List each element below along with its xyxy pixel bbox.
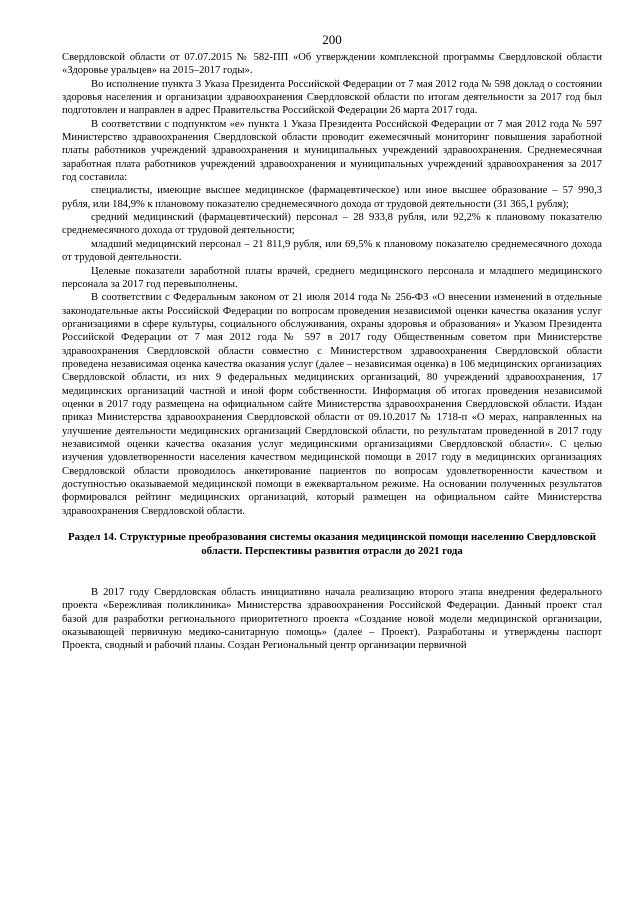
paragraph-lean-clinic: В 2017 году Свердловская область инициативно начала реализацию второго этапа внедрения федерального проекта «Бережливая поликлиника» Министерства здравоохранения Российской Федерации. Данный проект стал базой для разработки регионального приоритетного проекта «Создание новой модели медицинской организации, оказывающей первичную медико-санитарную помощь» (далее – Проект). Разработаны и утверждены паспорт Проекта, сводный и рабочий планы. Создан Региональный центр организации первичной: [62, 587, 602, 652]
paragraph-specialists-salary: специалисты, имеющие высшее медицинское (фармацевтическое) или иное высшее образование – 57 990,3 рубля, или 184,9% к плановому показателю среднемесячного дохода от трудовой деятельности (31 365,1 рубля);: [62, 185, 602, 210]
paragraph-middle-staff-salary: средний медицинский (фармацевтический) персонал – 28 933,8 рубля, или 92,2% к плановому показателю среднемесячного дохода от трудовой деятельности;: [62, 212, 602, 237]
paragraph-salary-monitoring: В соответствии с подпунктом «е» пункта 1 Указа Президента Российской Федерации от 7 мая 2012 года № 597 Министерство здравоохранения Свердловской области проводит ежемесячный мониторинг повышения заработной платы работников учреждений здравоохранения и муниципальных учреждений здравоохранения. Среднемесячная заработная плата работников учреждений здравоохранения и муниципальных учреждений здравоохранения за 2017 год составила:: [62, 118, 602, 184]
document-page: [62, 32, 602, 653]
paragraph-program-reference: Свердловской области от 07.07.2015 № 582-ПП «Об утверждении комплексной программы Свердловской области «Здоровье уральцев» на 2015–2017 годы».: [62, 52, 602, 77]
paragraph-junior-staff-salary: младший медицинский персонал – 21 811,9 рубля, или 69,5% к плановому показателю среднемесячного дохода от трудовой деятельности.: [62, 238, 602, 264]
section-heading: Раздел 14. Структурные преобразования системы оказания медицинской помощи населению Свердловской области. Перспективы развития отрасли до 2021 года: [68, 531, 596, 558]
paragraph-independent-assessment: В соответствии с Федеральным законом от 21 июля 2014 года № 256-ФЗ «О внесении изменений в отдельные законодательные акты Российской Федерации по вопросам проведения независимой оценки качества оказания услуг организациями в сфере культуры, социального обслуживания, охраны здоровья и образования» и Указом Президента Российской Федерации от 7 мая 2012 года № 597 в 2017 году Общественным советом при Министерстве здравоохранения Свердловской области совместно с Министерством здравоохранения Свердловской области проведена независимая оценка качества оказания услуг (далее – независимая оценка) в 106 медицинских организациях Свердловской области, из них 9 федеральных медицинских организаций, 80 учреждений здравоохранения, 17 медицинских организаций частной и иной форм собственности. Информация об итогах проведения независимой оценки в 2017 году размещена на официальном сайте Министерства здравоохранения Свердловской области. Издан приказ Министерства здравоохранения Свердловской области от 09.10.2017 № 1718-п «О мерах, направленных на улучшение деятельности медицинских организаций Свердловской области, по результатам проведенной в 2017 году независимой оценки качества оказания услуг медицинскими организациями Свердловской области». С целью изучения удовлетворенности населения качеством медицинской помощи в 2017 году в медицинских организациях Свердловской области проводилось анкетирование пациентов по вопросам удовлетворенности качеством и доступностью оказываемой медицинской помощи в ежеквартальном режиме. На основании полученных результатов формировался рейтинг медицинских организаций, который размещен на официальном сайте Министерства здравоохранения Свердловской области.: [62, 292, 602, 517]
paragraph-health-report: Во исполнение пункта 3 Указа Президента Российской Федерации от 7 мая 2012 года № 598 доклад о состоянии здоровья населения и организации здравоохранения Свердловской области по итогам деятельности за 2017 год был подготовлен и направлен в адрес Правительства Российской Федерации 26 марта 2017 года.: [62, 78, 602, 117]
paragraph-targets-exceeded: Целевые показатели заработной платы врачей, среднего медицинского персонала и младшего медицинского персонала за 2017 год перевыполнены.: [62, 265, 602, 290]
page-number: 200: [322, 32, 342, 47]
